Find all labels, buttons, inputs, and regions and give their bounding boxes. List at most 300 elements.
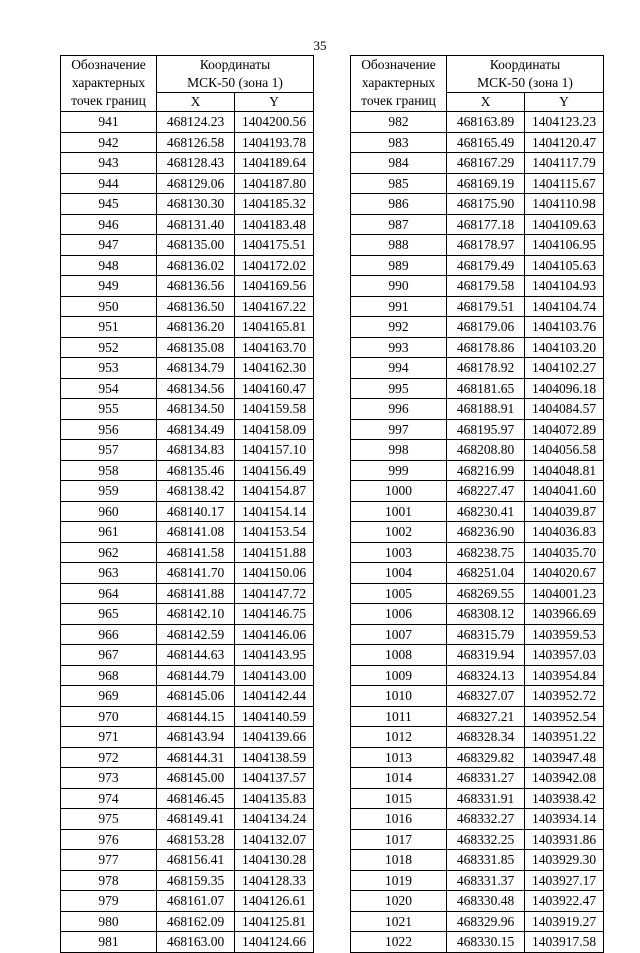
point-number-cell: 977 [61,850,157,871]
table-row [351,563,604,584]
table-row [61,706,314,727]
point-designation-header: Обозначение характерных точек границ [351,56,447,112]
y-coordinate-cell: 1404160.47 [235,378,314,399]
x-coordinate-cell: 468315.79 [447,624,525,645]
y-coordinate-cell: 1404048.81 [525,460,604,481]
y-coordinate-cell: 1404110.98 [525,194,604,215]
y-coordinate-cell: 1404103.20 [525,337,604,358]
x-coordinate-cell: 468216.99 [447,460,525,481]
point-number-cell: 1018 [351,850,447,871]
table-row [351,173,604,194]
x-coordinate-cell: 468135.08 [157,337,235,358]
point-number-cell: 999 [351,460,447,481]
table-row [351,665,604,686]
table-row [61,132,314,153]
y-coordinate-cell: 1404140.59 [235,706,314,727]
y-coordinate-cell: 1404157.10 [235,440,314,461]
x-coordinate-cell: 468135.46 [157,460,235,481]
x-coordinate-cell: 468236.90 [447,522,525,543]
point-number-cell: 981 [61,932,157,953]
x-coordinate-cell: 468136.56 [157,276,235,297]
table-row [351,542,604,563]
x-coordinate-cell: 468134.56 [157,378,235,399]
x-coordinate-cell: 468331.91 [447,788,525,809]
point-number-cell: 954 [61,378,157,399]
table-row [61,624,314,645]
x-coordinate-cell: 468251.04 [447,563,525,584]
table-row [351,788,604,809]
y-coordinate-cell: 1403957.03 [525,645,604,666]
table-row [351,194,604,215]
table-row [61,542,314,563]
x-coordinate-cell: 468141.08 [157,522,235,543]
x-coordinate-cell: 468136.20 [157,317,235,338]
table-row [351,255,604,276]
x-coordinate-cell: 468135.00 [157,235,235,256]
point-number-cell: 1011 [351,706,447,727]
table-row [351,132,604,153]
point-number-cell: 988 [351,235,447,256]
table-row [351,911,604,932]
x-coordinate-cell: 468188.91 [447,399,525,420]
point-number-cell: 968 [61,665,157,686]
y-coordinate-cell: 1404175.51 [235,235,314,256]
y-coordinate-cell: 1404130.28 [235,850,314,871]
y-coordinate-cell: 1404193.78 [235,132,314,153]
x-column-header: X [157,93,235,112]
table-row [351,460,604,481]
table-row [61,850,314,871]
table-row [351,850,604,871]
table-row [351,891,604,912]
y-coordinate-cell: 1404109.63 [525,214,604,235]
x-coordinate-cell: 468331.85 [447,850,525,871]
x-coordinate-cell: 468138.42 [157,481,235,502]
table-row [61,809,314,830]
y-coordinate-cell: 1404189.64 [235,153,314,174]
x-coordinate-cell: 468134.83 [157,440,235,461]
table-row [351,378,604,399]
y-coordinate-cell: 1404159.58 [235,399,314,420]
point-number-cell: 1022 [351,932,447,953]
y-coordinate-cell: 1404200.56 [235,112,314,133]
point-number-cell: 960 [61,501,157,522]
y-coordinate-cell: 1404056.58 [525,440,604,461]
y-coordinate-cell: 1403966.69 [525,604,604,625]
y-coordinate-cell: 1403922.47 [525,891,604,912]
x-coordinate-cell: 468144.63 [157,645,235,666]
table-row [61,440,314,461]
table-row [351,501,604,522]
point-number-cell: 1000 [351,481,447,502]
point-number-cell: 948 [61,255,157,276]
point-number-cell: 1015 [351,788,447,809]
point-number-cell: 991 [351,296,447,317]
point-number-cell: 1004 [351,563,447,584]
x-coordinate-cell: 468327.07 [447,686,525,707]
table-row [351,932,604,953]
table-row [61,870,314,891]
x-coordinate-cell: 468126.58 [157,132,235,153]
point-number-cell: 953 [61,358,157,379]
y-coordinate-cell: 1404137.57 [235,768,314,789]
y-coordinate-cell: 1403927.17 [525,870,604,891]
point-number-cell: 1009 [351,665,447,686]
y-coordinate-cell: 1404162.30 [235,358,314,379]
coordinates-header: Координаты МСК-50 (зона 1) [157,56,314,93]
y-coordinate-cell: 1404104.93 [525,276,604,297]
point-number-cell: 952 [61,337,157,358]
point-number-cell: 946 [61,214,157,235]
point-number-cell: 947 [61,235,157,256]
point-number-cell: 1002 [351,522,447,543]
y-coordinate-cell: 1404185.32 [235,194,314,215]
point-number-cell: 975 [61,809,157,830]
x-coordinate-cell: 468332.27 [447,809,525,830]
y-coordinate-cell: 1404035.70 [525,542,604,563]
y-coordinate-cell: 1404105.63 [525,255,604,276]
x-coordinate-cell: 468319.94 [447,645,525,666]
y-coordinate-cell: 1404084.57 [525,399,604,420]
x-coordinate-cell: 468142.59 [157,624,235,645]
table-row [61,747,314,768]
table-row [351,686,604,707]
x-coordinate-cell: 468163.00 [157,932,235,953]
y-coordinate-cell: 1404120.47 [525,132,604,153]
table-row [61,788,314,809]
x-coordinate-cell: 468162.09 [157,911,235,932]
point-number-cell: 966 [61,624,157,645]
table-row [351,153,604,174]
y-coordinate-cell: 1404183.48 [235,214,314,235]
table-row [61,153,314,174]
x-coordinate-cell: 468177.18 [447,214,525,235]
y-coordinate-cell: 1404147.72 [235,583,314,604]
y-coordinate-cell: 1404139.66 [235,727,314,748]
point-number-cell: 957 [61,440,157,461]
table-row [351,317,604,338]
point-number-cell: 982 [351,112,447,133]
y-coordinate-cell: 1403959.53 [525,624,604,645]
y-coordinate-cell: 1404187.80 [235,173,314,194]
point-number-cell: 1021 [351,911,447,932]
x-coordinate-cell: 468136.50 [157,296,235,317]
x-coordinate-cell: 468332.25 [447,829,525,850]
y-coordinate-cell: 1404169.56 [235,276,314,297]
x-coordinate-cell: 468329.82 [447,747,525,768]
table-row [351,358,604,379]
y-coordinate-cell: 1403931.86 [525,829,604,850]
x-column-header: X [447,93,525,112]
point-number-cell: 974 [61,788,157,809]
y-coordinate-cell: 1404135.83 [235,788,314,809]
x-coordinate-cell: 468165.49 [447,132,525,153]
table-row [61,337,314,358]
x-coordinate-cell: 468331.27 [447,768,525,789]
point-number-cell: 995 [351,378,447,399]
y-coordinate-cell: 1404020.67 [525,563,604,584]
x-coordinate-cell: 468143.94 [157,727,235,748]
x-coordinate-cell: 468179.51 [447,296,525,317]
y-coordinate-cell: 1404096.18 [525,378,604,399]
x-coordinate-cell: 468167.29 [447,153,525,174]
table-row [61,604,314,625]
x-coordinate-cell: 468144.15 [157,706,235,727]
table-row [351,624,604,645]
page-number: 35 [313,38,327,53]
y-coordinate-cell: 1404158.09 [235,419,314,440]
x-coordinate-cell: 468328.34 [447,727,525,748]
y-coordinate-cell: 1403954.84 [525,665,604,686]
table-row [351,604,604,625]
point-number-cell: 943 [61,153,157,174]
table-row [61,563,314,584]
point-number-cell: 1007 [351,624,447,645]
y-coordinate-cell: 1404104.74 [525,296,604,317]
point-number-cell: 944 [61,173,157,194]
point-number-cell: 1003 [351,542,447,563]
y-coordinate-cell: 1404165.81 [235,317,314,338]
y-coordinate-cell: 1403929.30 [525,850,604,871]
x-coordinate-cell: 468179.06 [447,317,525,338]
table-row [351,809,604,830]
x-coordinate-cell: 468178.86 [447,337,525,358]
x-coordinate-cell: 468134.50 [157,399,235,420]
point-number-cell: 967 [61,645,157,666]
point-number-cell: 941 [61,112,157,133]
table-row [61,829,314,850]
y-coordinate-cell: 1404001.23 [525,583,604,604]
table-row [61,173,314,194]
point-number-cell: 980 [61,911,157,932]
point-number-cell: 1014 [351,768,447,789]
table-row [61,214,314,235]
point-number-cell: 983 [351,132,447,153]
y-coordinate-cell: 1404163.70 [235,337,314,358]
table-row [61,686,314,707]
y-coordinate-cell: 1404115.67 [525,173,604,194]
x-coordinate-cell: 468163.89 [447,112,525,133]
x-coordinate-cell: 468161.07 [157,891,235,912]
y-coordinate-cell: 1404154.87 [235,481,314,502]
y-coordinate-cell: 1404134.24 [235,809,314,830]
table-row [61,460,314,481]
table-row [351,296,604,317]
coordinates-header: Координаты МСК-50 (зона 1) [447,56,604,93]
x-coordinate-cell: 468269.55 [447,583,525,604]
point-number-cell: 1013 [351,747,447,768]
table-row [351,870,604,891]
point-number-cell: 951 [61,317,157,338]
y-coordinate-cell: 1404106.95 [525,235,604,256]
x-coordinate-cell: 468129.06 [157,173,235,194]
y-coordinate-cell: 1404153.54 [235,522,314,543]
table-row [61,276,314,297]
point-number-cell: 1010 [351,686,447,707]
point-number-cell: 961 [61,522,157,543]
point-number-cell: 1019 [351,870,447,891]
y-coordinate-cell: 1403952.54 [525,706,604,727]
y-coordinate-cell: 1404172.02 [235,255,314,276]
point-number-cell: 973 [61,768,157,789]
y-coordinate-cell: 1403934.14 [525,809,604,830]
x-coordinate-cell: 468142.10 [157,604,235,625]
table-row [351,419,604,440]
y-coordinate-cell: 1404039.87 [525,501,604,522]
y-coordinate-cell: 1404117.79 [525,153,604,174]
x-coordinate-cell: 468169.19 [447,173,525,194]
table-row [61,481,314,502]
x-coordinate-cell: 468124.23 [157,112,235,133]
point-number-cell: 964 [61,583,157,604]
point-number-cell: 945 [61,194,157,215]
x-coordinate-cell: 468227.47 [447,481,525,502]
x-coordinate-cell: 468208.80 [447,440,525,461]
table-row [61,255,314,276]
y-coordinate-cell: 1404167.22 [235,296,314,317]
y-coordinate-cell: 1403942.08 [525,768,604,789]
table-row [61,419,314,440]
table-row [351,112,604,133]
x-coordinate-cell: 468141.70 [157,563,235,584]
x-coordinate-cell: 468130.30 [157,194,235,215]
point-number-cell: 984 [351,153,447,174]
point-number-cell: 962 [61,542,157,563]
table-row [61,378,314,399]
y-coordinate-cell: 1404156.49 [235,460,314,481]
y-column-header: Y [235,93,314,112]
point-number-cell: 990 [351,276,447,297]
x-coordinate-cell: 468238.75 [447,542,525,563]
table-row [351,235,604,256]
point-number-cell: 1001 [351,501,447,522]
table-row [351,727,604,748]
y-coordinate-cell: 1404102.27 [525,358,604,379]
x-coordinate-cell: 468329.96 [447,911,525,932]
table-row [61,665,314,686]
x-coordinate-cell: 468308.12 [447,604,525,625]
x-coordinate-cell: 468331.37 [447,870,525,891]
point-number-cell: 1006 [351,604,447,625]
point-number-cell: 979 [61,891,157,912]
point-number-cell: 942 [61,132,157,153]
x-coordinate-cell: 468178.92 [447,358,525,379]
point-number-cell: 949 [61,276,157,297]
point-number-cell: 959 [61,481,157,502]
table-row [351,706,604,727]
x-coordinate-cell: 468181.65 [447,378,525,399]
point-number-cell: 989 [351,255,447,276]
x-coordinate-cell: 468330.48 [447,891,525,912]
y-column-header: Y [525,93,604,112]
x-coordinate-cell: 468153.28 [157,829,235,850]
y-coordinate-cell: 1404146.06 [235,624,314,645]
x-coordinate-cell: 468159.35 [157,870,235,891]
y-coordinate-cell: 1404154.14 [235,501,314,522]
point-number-cell: 971 [61,727,157,748]
table-row [61,399,314,420]
y-coordinate-cell: 1404123.23 [525,112,604,133]
table-row [61,296,314,317]
point-number-cell: 994 [351,358,447,379]
y-coordinate-cell: 1404041.60 [525,481,604,502]
table-row [61,932,314,953]
point-number-cell: 993 [351,337,447,358]
point-number-cell: 950 [61,296,157,317]
x-coordinate-cell: 468324.13 [447,665,525,686]
table-row [351,399,604,420]
y-coordinate-cell: 1403917.58 [525,932,604,953]
y-coordinate-cell: 1403938.42 [525,788,604,809]
point-number-cell: 985 [351,173,447,194]
table-row [351,481,604,502]
table-row [61,235,314,256]
table-row [351,337,604,358]
x-coordinate-cell: 468131.40 [157,214,235,235]
table-row [61,583,314,604]
table-row [351,276,604,297]
x-coordinate-cell: 468195.97 [447,419,525,440]
y-coordinate-cell: 1404143.00 [235,665,314,686]
x-coordinate-cell: 468149.41 [157,809,235,830]
table-row [61,891,314,912]
point-number-cell: 1005 [351,583,447,604]
table-row [61,317,314,338]
table-row [61,645,314,666]
table-row [351,214,604,235]
y-coordinate-cell: 1404132.07 [235,829,314,850]
x-coordinate-cell: 468140.17 [157,501,235,522]
x-coordinate-cell: 468134.79 [157,358,235,379]
table-row [351,768,604,789]
point-number-cell: 987 [351,214,447,235]
point-number-cell: 998 [351,440,447,461]
x-coordinate-cell: 468178.97 [447,235,525,256]
table-row [61,768,314,789]
y-coordinate-cell: 1403947.48 [525,747,604,768]
x-coordinate-cell: 468145.00 [157,768,235,789]
table-row [61,358,314,379]
table-row [61,911,314,932]
x-coordinate-cell: 468330.15 [447,932,525,953]
table-row [61,522,314,543]
y-coordinate-cell: 1404143.95 [235,645,314,666]
point-number-cell: 955 [61,399,157,420]
table-row [351,645,604,666]
table-row [351,829,604,850]
x-coordinate-cell: 468141.58 [157,542,235,563]
table-row [351,522,604,543]
coordinates-table-right [350,55,604,953]
y-coordinate-cell: 1404128.33 [235,870,314,891]
x-coordinate-cell: 468156.41 [157,850,235,871]
point-number-cell: 970 [61,706,157,727]
x-coordinate-cell: 468230.41 [447,501,525,522]
point-number-cell: 997 [351,419,447,440]
y-coordinate-cell: 1404138.59 [235,747,314,768]
point-number-cell: 965 [61,604,157,625]
table-row [61,727,314,748]
x-coordinate-cell: 468146.45 [157,788,235,809]
y-coordinate-cell: 1404124.66 [235,932,314,953]
y-coordinate-cell: 1404150.06 [235,563,314,584]
table-row [61,501,314,522]
y-coordinate-cell: 1404142.44 [235,686,314,707]
y-coordinate-cell: 1404126.61 [235,891,314,912]
x-coordinate-cell: 468144.79 [157,665,235,686]
point-number-cell: 956 [61,419,157,440]
point-number-cell: 963 [61,563,157,584]
